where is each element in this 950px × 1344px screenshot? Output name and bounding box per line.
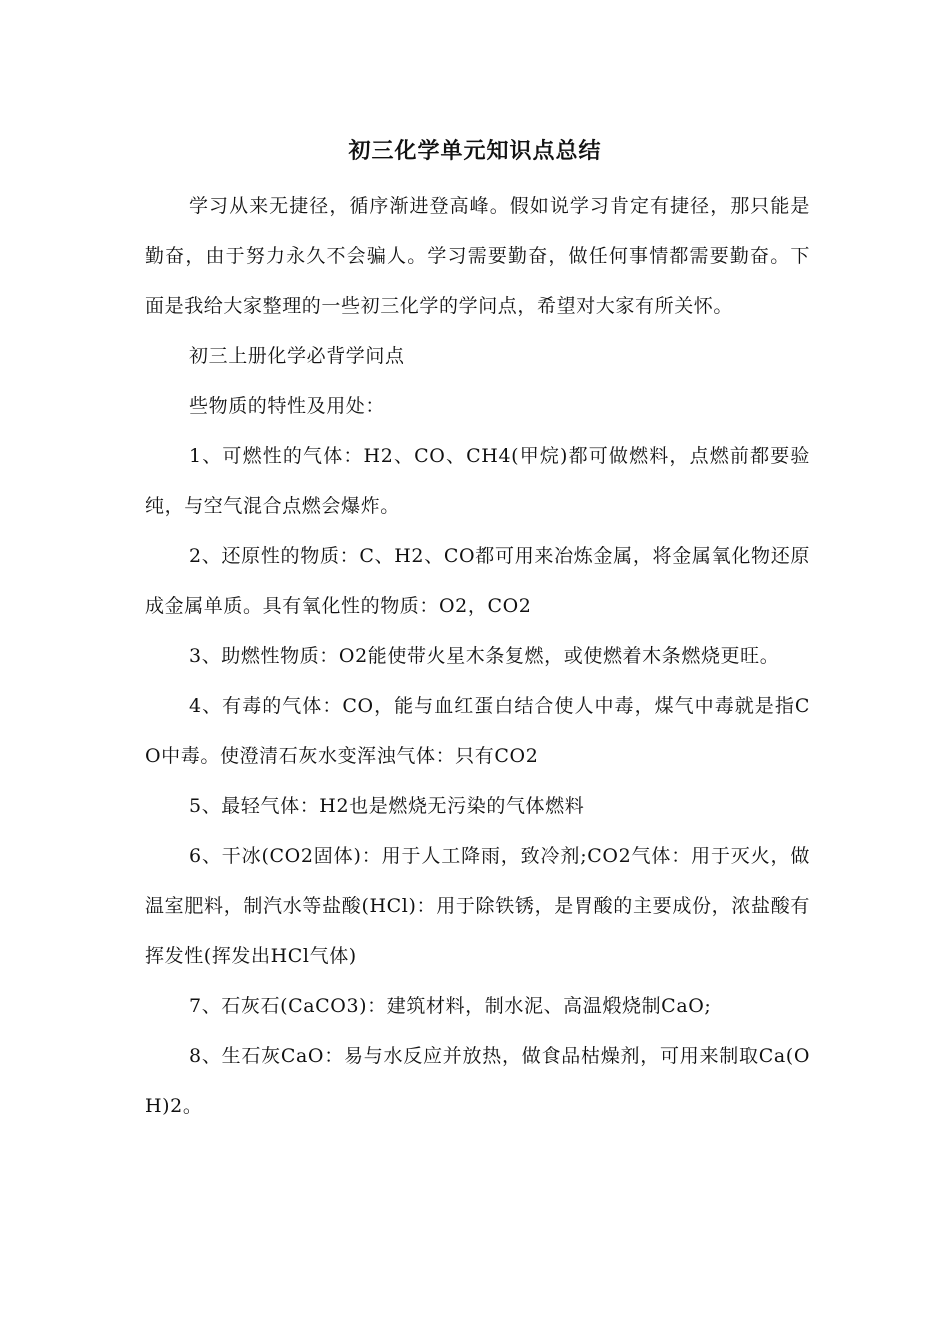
list-item: 6、干冰(CO2固体)：用于人工降雨，致冷剂;CO2气体：用于灭火，做温室肥料，制汽水等盐酸(HCl)：用于除铁锈，是胃酸的主要成份，浓盐酸有挥发性(挥发出HCl气体) bbox=[145, 845, 810, 967]
list-item: 1、可燃性的气体：H2、CO、CH4(甲烷)都可做燃料，点燃前都要验纯，与空气混合点燃会爆炸。 bbox=[145, 445, 810, 517]
list-item: 4、有毒的气体：CO，能与血红蛋白结合使人中毒，煤气中毒就是指CO中毒。使澄清石灰水变浑浊气体：只有CO2 bbox=[145, 695, 810, 767]
section-heading: 初三上册化学必背学问点 bbox=[189, 345, 405, 367]
list-item: 8、生石灰CaO：易与水反应并放热，做食品枯燥剂，可用来制取Ca(OH)2。 bbox=[145, 1045, 810, 1117]
intro-paragraph: 学习从来无捷径，循序渐进登高峰。假如说学习肯定有捷径，那只能是勤奋，由于努力永久不会骗人。学习需要勤奋，做任何事情都需要勤奋。下面是我给大家整理的一些初三化学的学问点，希望对大家有所关怀。 bbox=[145, 195, 810, 317]
list-item: 7、石灰石(CaCO3)：建筑材料，制水泥、高温煅烧制CaO; bbox=[189, 995, 712, 1017]
list-item: 5、最轻气体：H2也是燃烧无污染的气体燃料 bbox=[189, 795, 585, 817]
document-title: 初三化学单元知识点总结 bbox=[348, 139, 602, 164]
document-body bbox=[145, 181, 810, 1131]
list-item: 3、助燃性物质：O2能使带火星木条复燃，或使燃着木条燃烧更旺。 bbox=[189, 645, 780, 667]
subsection-heading: 些物质的特性及用处： bbox=[189, 395, 386, 417]
list-item: 2、还原性的物质：C、H2、CO都可用来冶炼金属，将金属氧化物还原成金属单质。具有氧化性的物质：O2，CO2 bbox=[145, 545, 810, 617]
